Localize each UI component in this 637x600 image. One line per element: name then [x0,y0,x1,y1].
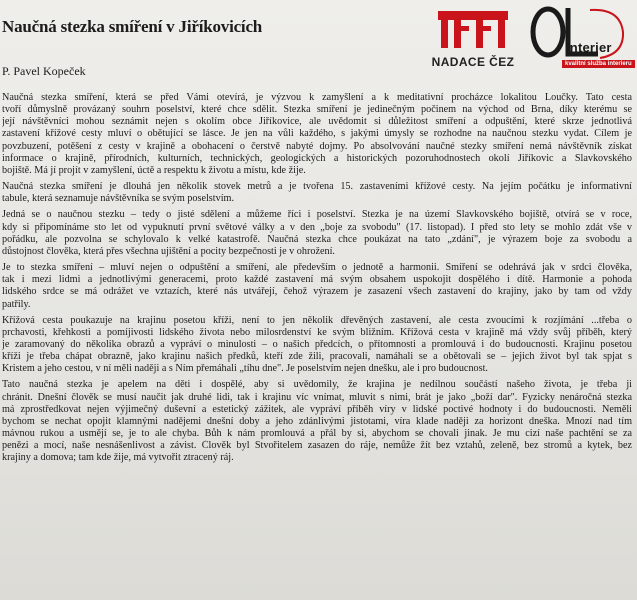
paragraph-line: pořádku, ale pozvolna se schylovalo k velké katastrofě. Naučná stezka chce poukázat na tato „zdání", je výrazem boje za svobodu a [2,233,632,245]
paragraph [2,315,632,376]
paragraph-line: tak i mezi lidmi a jednotlivými generacemi, proto každé zastavení má svým obsahem uspokojit dospělého i dítě. Harmonie a pohoda [2,274,632,286]
paragraph-line: má zprostředkovat nejen výjimečný duševní a estetický zážitek, ale vypráví příběh víry v lidské poctivé hodnoty i do budoucnosti. Neměli [2,403,632,415]
paragraph-line: zastavení křížové cesty mluví o obětující se lásce. Je jen na vůli každého, s jakými úmysly se rozhodne na naučnou stezku vydat. Cílem je [2,128,632,140]
nadace-cez-logo [428,8,518,78]
paragraph-line: chránit. Dnešní člověk se musí naučit jak druhé lidi, tak i krajinu víc vnímat, mluvit s nimi, brát je jako „boží dar". Fyzicky nenáročná stezka [2,391,632,403]
paragraph [2,209,632,258]
paragraph-line: Kristem a jeho cestou, v ní měli naději a s Ním přemáhali „tíhu dne". Je poselstvím nejen dnešku, ale i pro budoucnost. [2,363,488,375]
paragraph-line: prchavosti, křehkosti a pomíjivosti lidského života nebo milosrdenství ke svým bližním. Křížová cesta v krajině má vždy svůj příběh, který [2,326,632,338]
paragraph-line: Jedná se o naučnou stezku – tedy o jisté sdělení a můžeme říci i poselství. Stezka je na území Slavkovského bojiště, otvírá se v roce, [2,209,632,221]
paragraph-line: krajiny a domova; tam kde žije, má vytvořit ztracený ráj. [2,452,234,464]
paragraph-line: Tato naučná stezka je apelem na děti i dospělé, aby si uvědomily, že krajina je nedílnou součástí našeho života, je třeba ji [2,379,632,391]
board-body-text [2,92,632,469]
paragraph-line: Naučná stezka smíření je dlouhá jen několik stovek metrů a je tvořena 15. zastaveními křížové cesty. Na jejím počátku je informativní [2,181,632,193]
paragraph-line: Naučná stezka smíření, která se před Vámi otevírá, je výzvou k zamyšlení a k meditativní procházce lokalitou Loučky. Tato cesta [2,92,632,103]
paragraph-line: kdy si připomínáme sto let od vypuknutí první světové války a v den „boje za svobodu" (17. listopad). I před sto lety se mohlo zdát vše v [2,221,632,233]
paragraph-line: bychom se nechat opojit klamnými nadějemi dnešní doby a jeho zdánlivými jistotami, víra klade naději za horizont dneška. Mnozí nad tím [2,415,632,427]
paragraph-line: tvoří důmyslně provázaný souhrn poselství, které chce sdělit. Stezka smíření je jedinečným počinem na východ od Brna, díky kterému se [2,104,632,116]
paragraph-line: tabule, která seznamuje návštěvníka se svým poselstvím. [2,193,234,205]
paragraph-line: mávnou rukou a usmějí se, je to ale chyba. Bůh k nám promlouvá a přál by si, abychom se chovali jinak. Je mu cizí naše pachtění se za [2,428,632,440]
nadace-cez-text: NADACE ČEZ [431,55,515,69]
paragraph-line: lidského srdce se má odrážet ve vztazích, které nás utvářejí, čehož výrazem je zasazení všech zastavení do krajiny, jako by tam od vždy [2,286,632,298]
page-title: Naučná stezka smíření v Jiříkovicích [2,17,263,36]
cez-mark-icon [436,8,510,52]
paragraph-line: patřily. [2,298,31,310]
paragraph-line: Křížová cesta poukazuje na krajinu posetou kříži, není to jen několik dřevěných zastavení, ale cesta zvoucími k rozjímání ...třeba o [2,314,632,326]
paragraph-line: povzbuzení, potěšení z cesty v krajině a obohacení o čerstvě nabyté dojmy. Po absolvování naučné stezky smíření nemá návštěvník získat [2,140,632,152]
interier-wordmark: Interier [566,40,612,55]
paragraph [2,379,632,464]
paragraph-line: bojiště. Má jí projít v zamyšlení, úctě a respektu k životu a místu, kde žije. [2,164,306,176]
paragraph-line: důstojnost člověka, která přes všechna ujištění a pocity bezpečnosti je v ohrožení. [2,245,335,257]
paragraph-line: její návštěvníci mohou seznámit nejen s okolím obce Jiříkovice, ale uvědomit si důležitost smíření a odpuštění, které skrze jednotlivá [2,116,632,128]
paragraph [2,181,632,205]
paragraph-line: je zaramovaný do několika obrazů a vypráví o minulosti – o našich předcích, o přítomnosti a promlouvá i do budoucnosti. Krajinu posetou [2,338,632,350]
paragraph-line: Je to stezka smíření – mluví nejen o odpuštění a smíření, ale především o jednotě a harmonii. Smíření se odehrává jak v srdci člověka, [2,262,632,274]
paragraph [2,262,632,311]
paragraph-line: kříži je třeba chápat obrazně, jako krajinu našich předků, kteří zde žili, pracovali, namáhali se a obětovali se – jejich život byl tak spjat s [2,351,632,363]
paragraph [2,92,632,177]
paragraph-line: informace o krajině, přírodních, kulturních, technických, geologických a historických pozoruhodnostech okolí Jiříkovic a Slavkovského [2,152,632,164]
paragraph-line: penězi a mocí, naše nesnášenlivost a závist. Člověk byl Stvořitelem zasazen do ráje, nemůže žít bez vztahů, zeleně, bez stromů a kytek, bez [2,440,632,452]
interier-logo [528,2,635,74]
author-name: P. Pavel Kopeček [2,64,86,78]
interier-tagline: kvalitní služba interieru [562,60,635,68]
